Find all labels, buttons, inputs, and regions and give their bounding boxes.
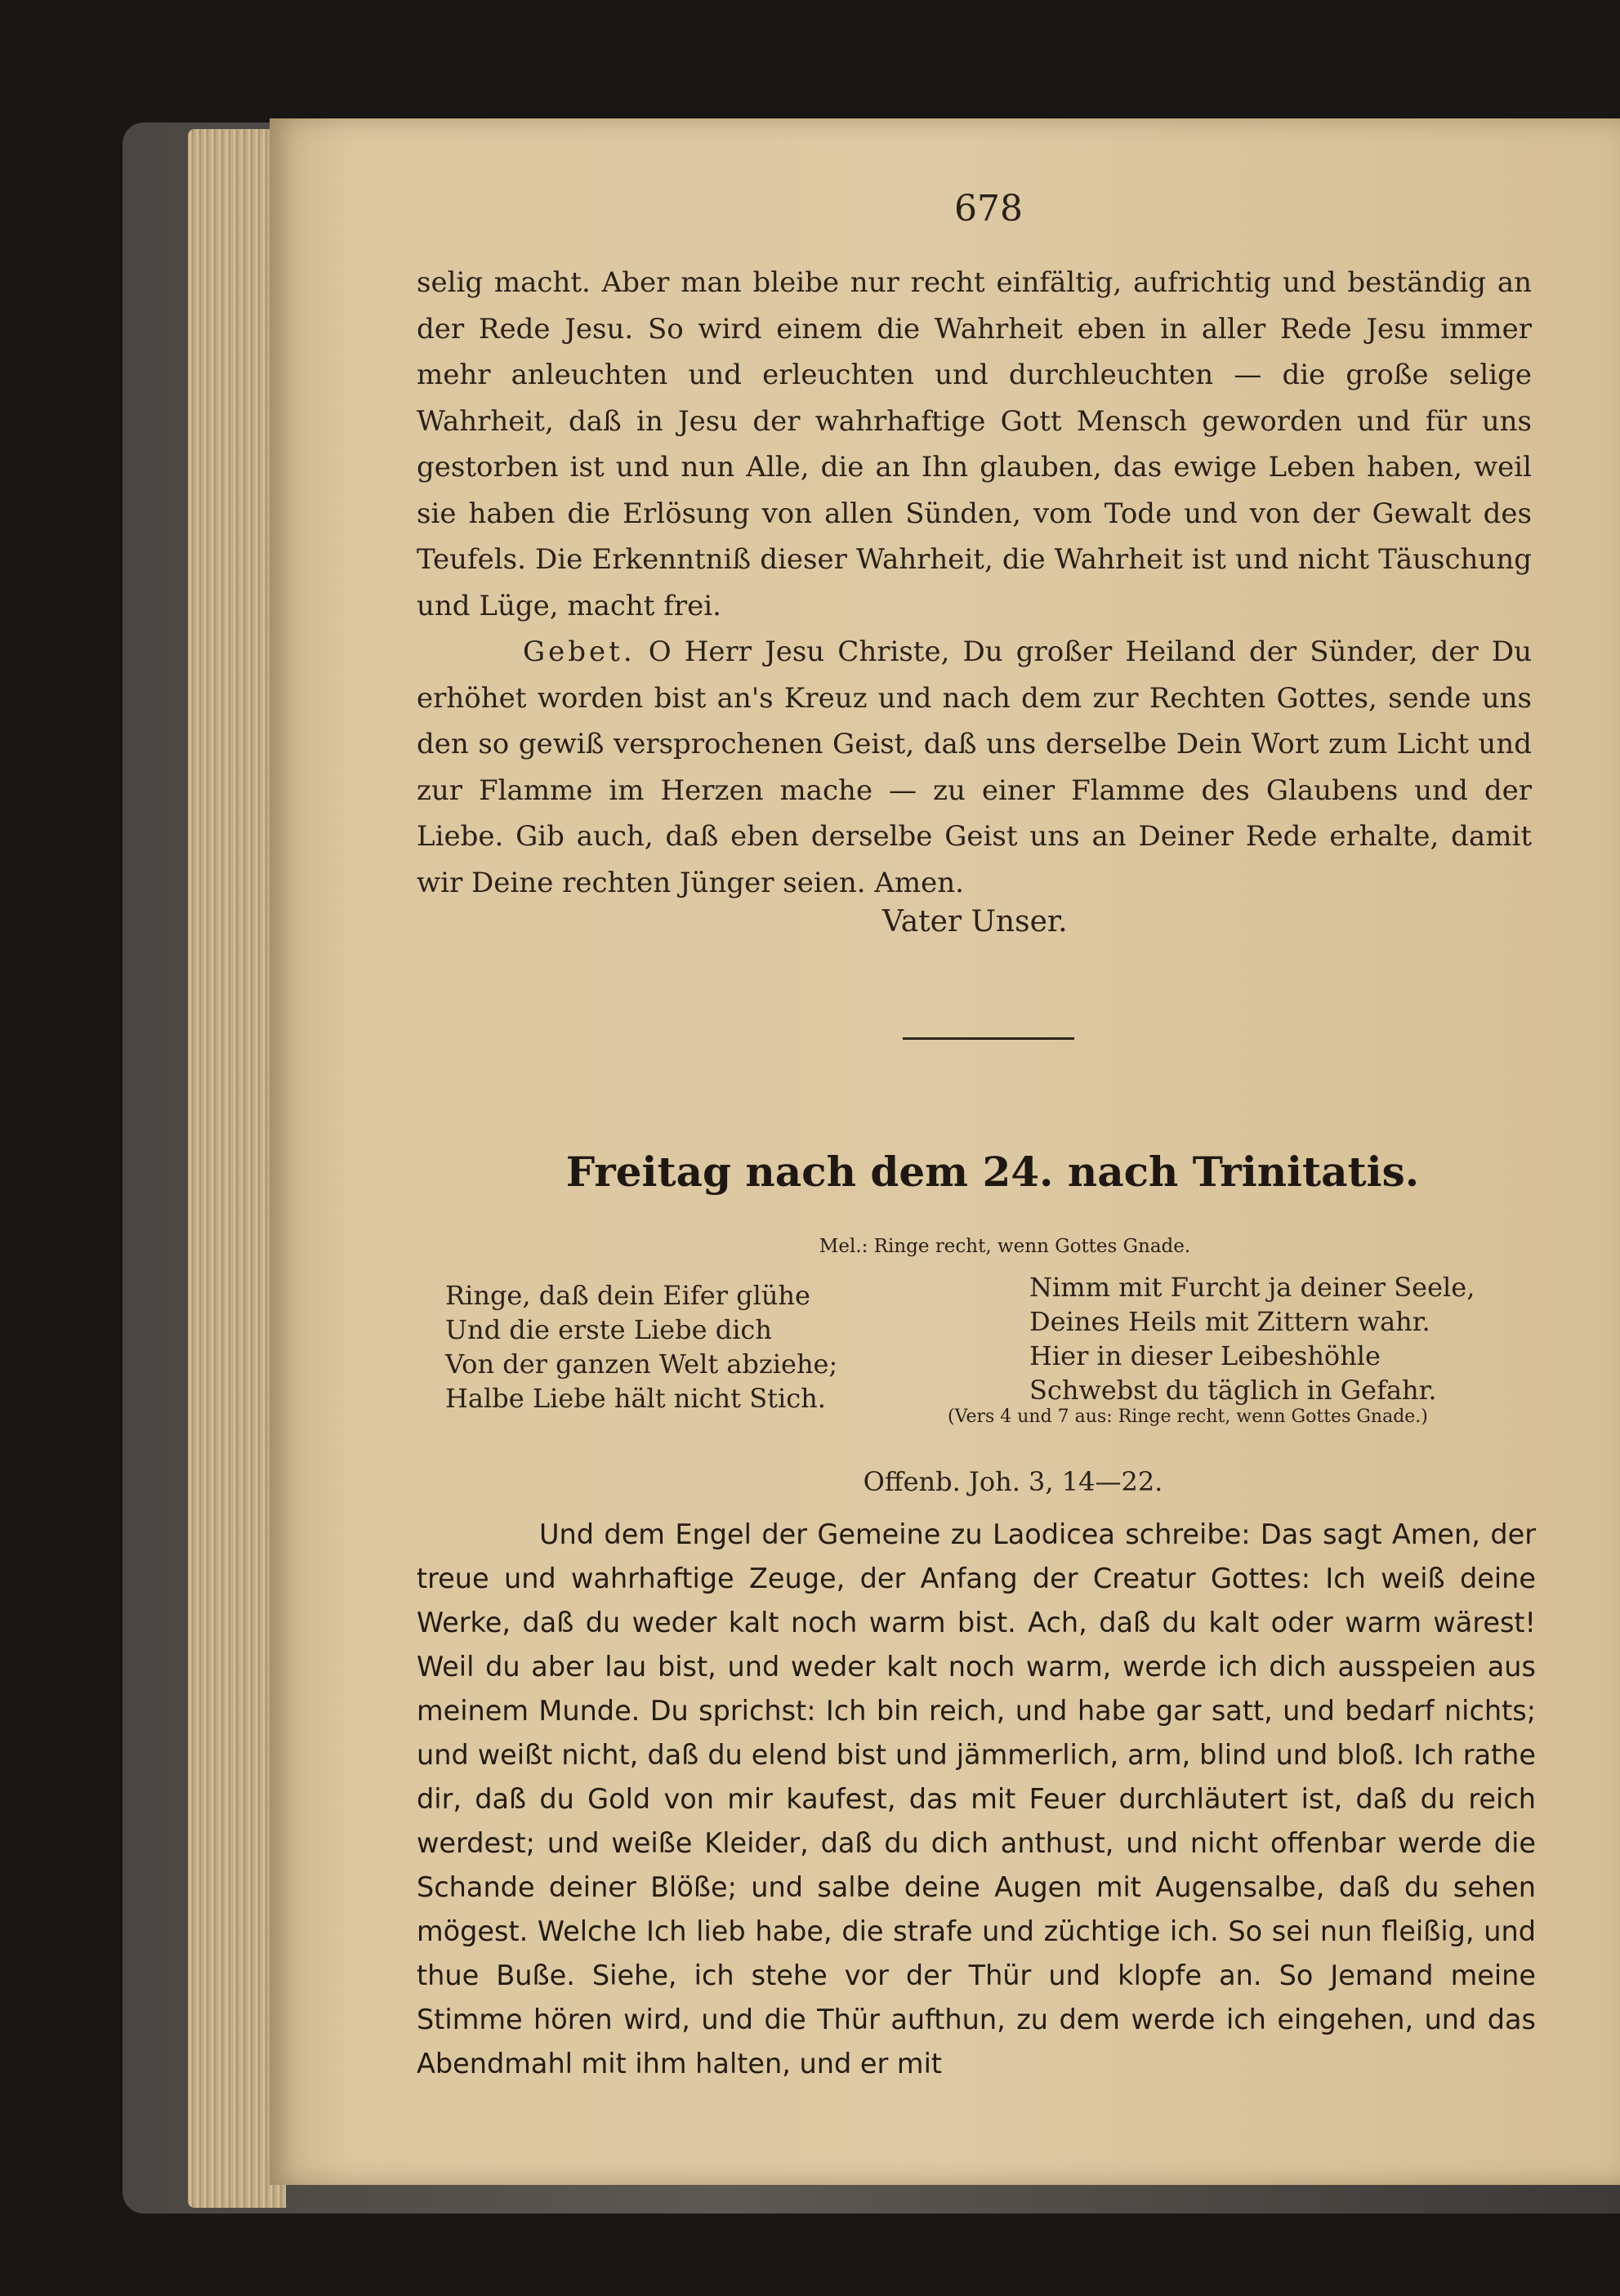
- hymn-line: Ringe, daß dein Eifer glühe: [445, 1280, 810, 1311]
- hymn-line: Deines Heils mit Zittern wahr.: [1029, 1306, 1430, 1337]
- prayer-paragraph: [417, 629, 1532, 906]
- section-title: Freitag nach dem 24. nach Trinitatis.: [565, 1148, 1420, 1196]
- hymn-line: Und die erste Liebe dich: [445, 1314, 772, 1345]
- hymn-line: Halbe Liebe hält nicht Stich.: [445, 1383, 826, 1414]
- scripture-reference: Offenb. Joh. 3, 14—22.: [863, 1466, 1163, 1497]
- page-number: 678: [954, 188, 1023, 230]
- hymn-source-note: (Vers 4 und 7 aus: Ringe recht, wenn Gottes Gnade.): [948, 1407, 1428, 1427]
- scripture-text: Und dem Engel der Gemeine zu Laodicea schreibe: Das sagt Amen, der treue und wahrhaftige Zeuge, der Anfang der Creatur Gottes: Ich weiß deine Werke, daß du weder kalt noch warm bist. Ach, daß du kalt oder warm wärest! Weil du aber lau bist, und weder kalt noch warm, werde ich dich ausspeien aus meinem Munde. Du sprichst: Ich bin reich, und habe gar satt, und bedarf nichts; und weißt nicht, daß du elend bist und jämmerlich, arm, blind und bloß. Ich rathe dir, daß du Gold von mir kaufest, das mit Feuer durchläutert ist, daß du reich werdest; und weiße Kleider, daß du dich anthust, und nicht offenbar werde die Schande deiner Blöße; und salbe deine Augen mit Augensalbe, daß du sehen mögest. Welche Ich lieb habe, die strafe und züchtige ich. So sei nun fleißig, und thue Buße. Siehe, ich stehe vor der Thür und klopfe an. So Jemand meine Stimme hören wird, und die Thür aufthun, zu dem werde ich eingehen, und das Abendmahl mit ihm halten, und er mit: [417, 1518, 1536, 2080]
- hymn-line: Von der ganzen Welt abziehe;: [445, 1349, 838, 1380]
- hymn-line: Nimm mit Furcht ja deiner Seele,: [1029, 1272, 1475, 1303]
- section-divider: [903, 1037, 1074, 1040]
- prayer-label: Gebet.: [523, 635, 636, 668]
- melody-note: Mel.: Ringe recht, wenn Gottes Gnade.: [819, 1236, 1191, 1257]
- prayer-text: O Herr Jesu Christe, Du großer Heiland der Sünder, der Du erhöhet worden bist an's Kreuz und nach dem zur Rechten Gottes, sende uns den so gewiß versprochenen Geist, daß uns derselbe Dein Wort zum Licht und zur Flamme im Herzen mache — zu einer Flamme des Glaubens und der Liebe. Gib auch, daß eben derselbe Geist uns an Deiner Rede erhalte, damit wir Deine rechten Jünger seien. Amen.: [417, 635, 1532, 899]
- hymn-verse-right: [1029, 1270, 1495, 1407]
- paragraph-continuation: selig macht. Aber man bleibe nur recht einfältig, aufrichtig und beständig an der Rede Jesu. So wird einem die Wahrheit eben in aller Rede Jesu immer mehr anleuchten und erleuchten und durchleuchten — die große selige Wahrheit, daß in Jesu der wahrhaftige Gott Mensch geworden und für uns gestorben ist und nun Alle, die an Ihn glauben, das ewige Leben haben, weil sie haben die Erlösung von allen Sünden, vom Tode und von der Gewalt des Teufels. Die Erkenntniß dieser Wahrheit, die Wahrheit ist und nicht Täuschung und Lüge, macht frei.: [417, 266, 1532, 622]
- hymn-line: Schwebst du täglich in Gefahr.: [1029, 1375, 1437, 1406]
- hymn-verse-left: [445, 1278, 903, 1415]
- closing-line: Vater Unser.: [882, 905, 1068, 938]
- hymn-line: Hier in dieser Leibeshöhle: [1029, 1340, 1381, 1371]
